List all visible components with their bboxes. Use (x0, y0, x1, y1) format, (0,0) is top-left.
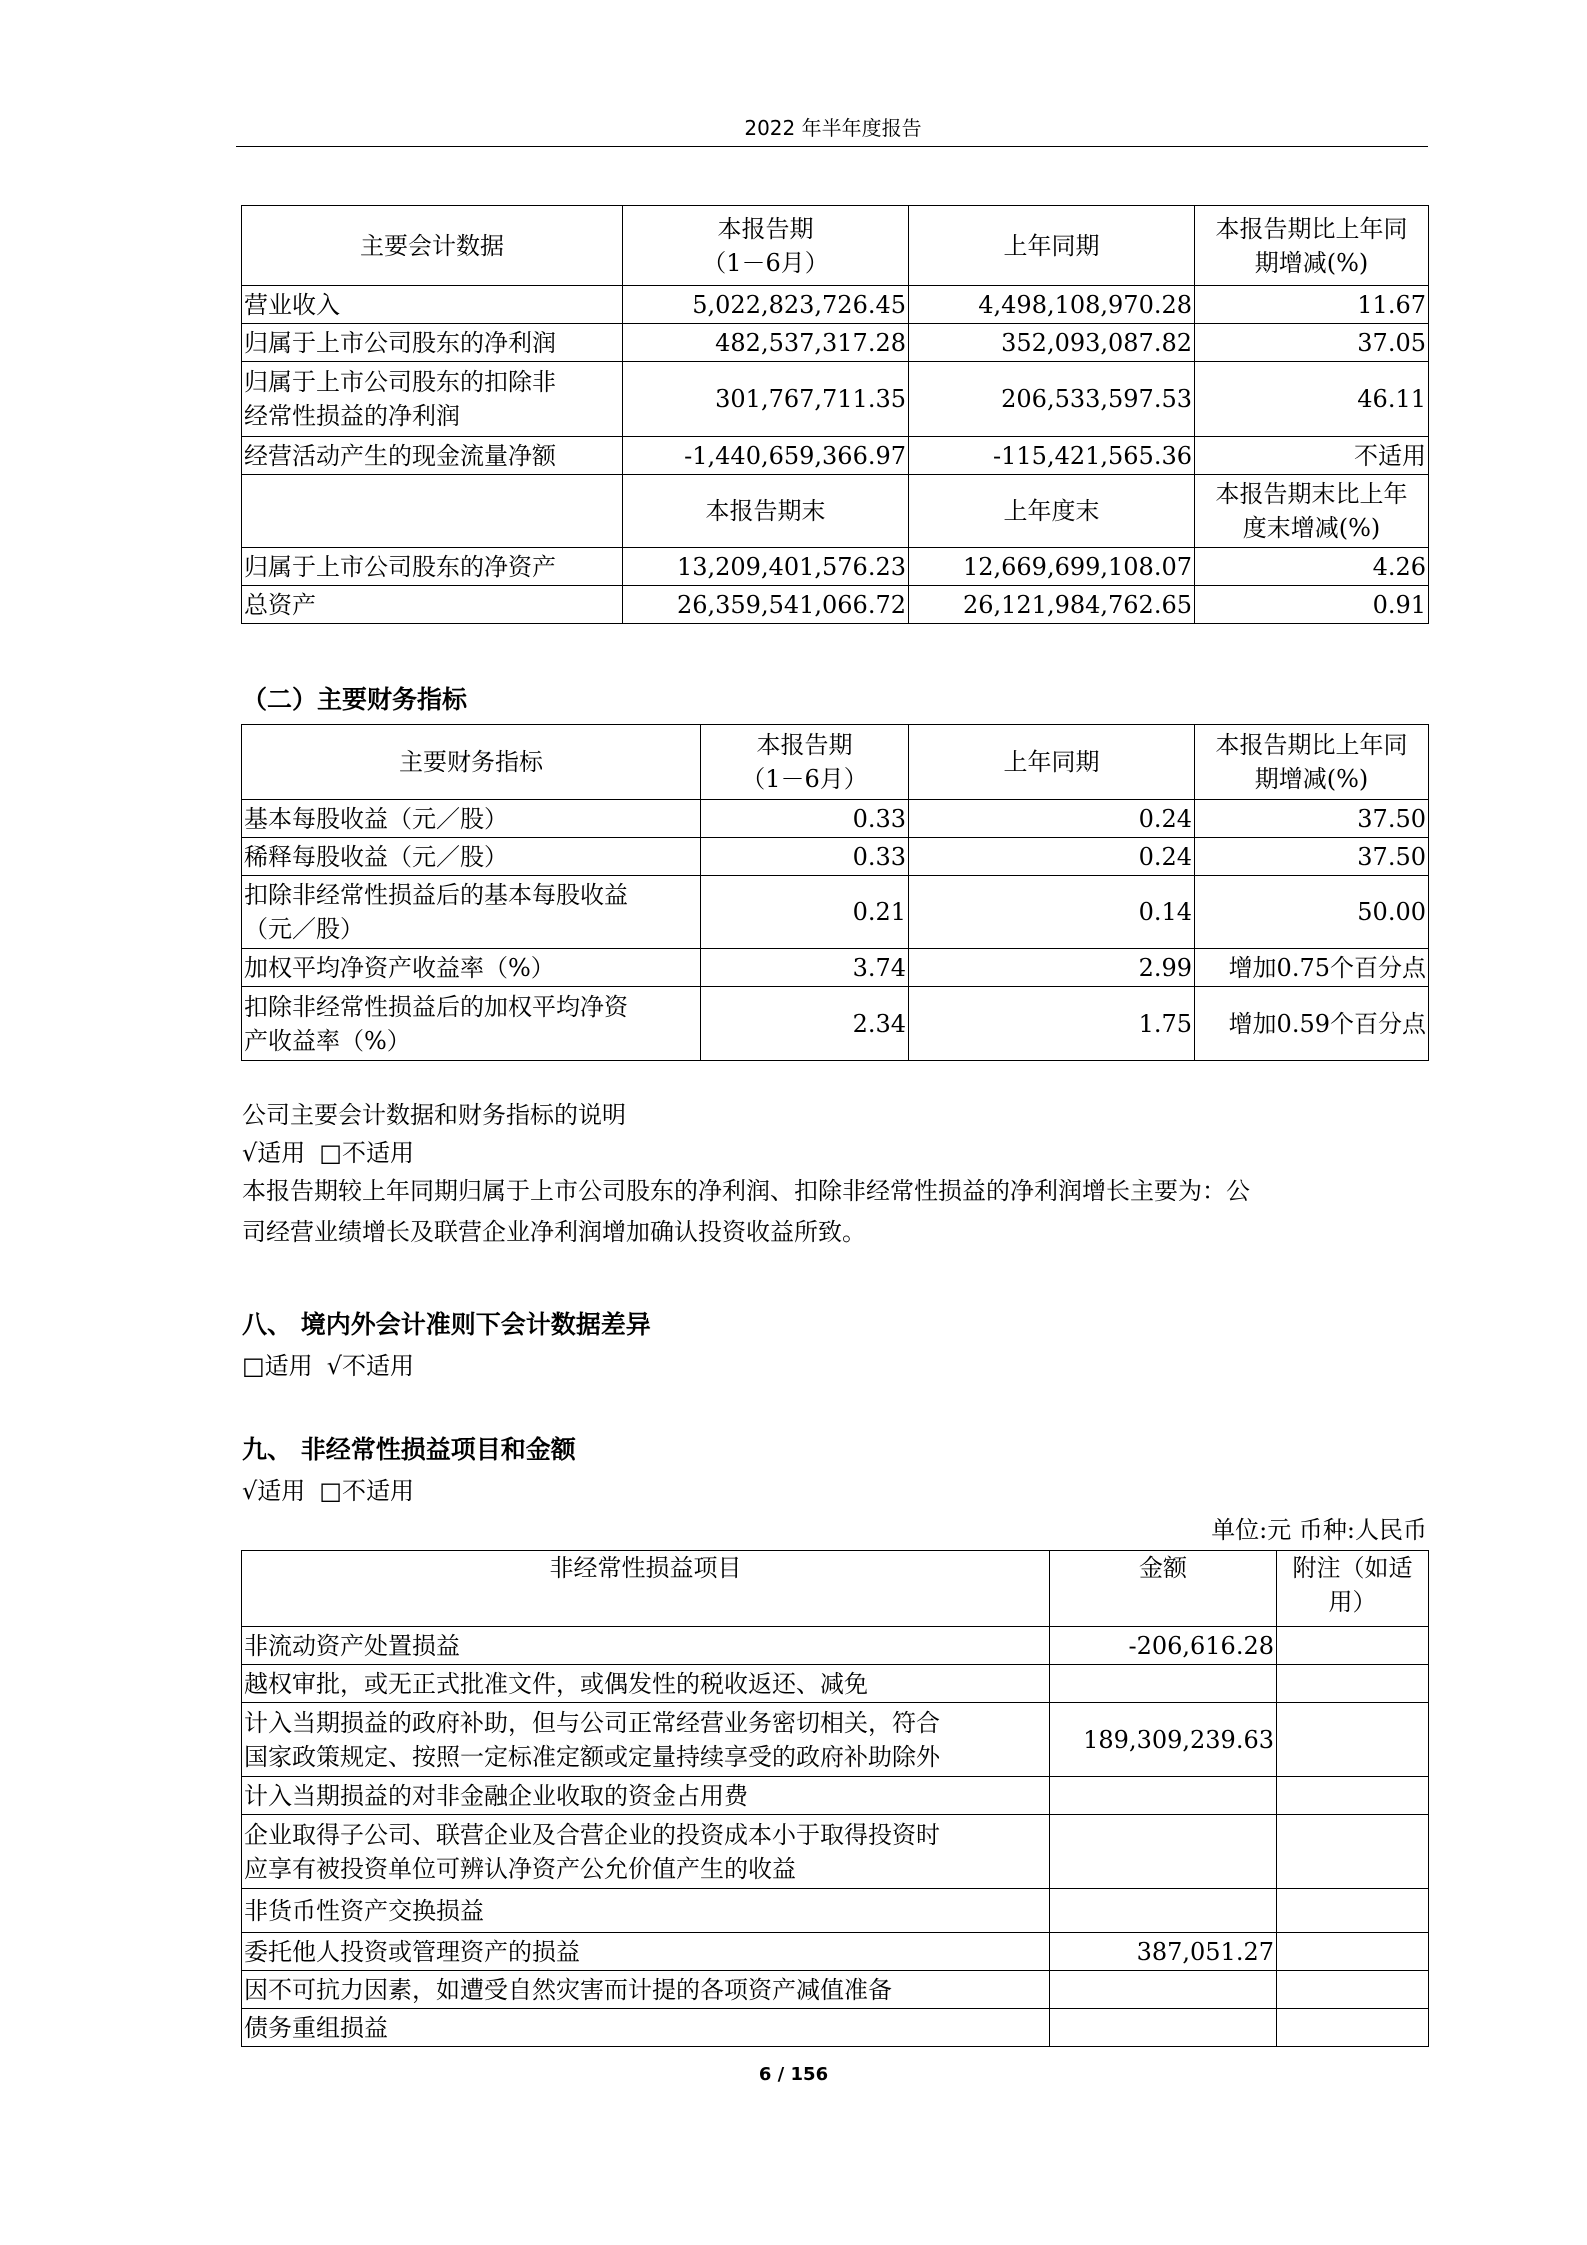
note-applicability (242, 1134, 414, 1172)
table-header-row (242, 725, 1429, 800)
table-row (242, 1703, 1429, 1777)
current-value: 5,022,823,726.45 (623, 286, 909, 324)
note-cell (1277, 1933, 1429, 1971)
header-rule (236, 146, 1428, 147)
col-header: 本报告期末 (623, 475, 909, 548)
amount-value (1050, 1777, 1277, 1815)
accounting-data-table (241, 205, 1429, 624)
table-row (242, 437, 1429, 475)
table-row (242, 1665, 1429, 1703)
prior-value: 0.14 (909, 876, 1195, 949)
note-line-2: 司经营业绩增长及联营企业净利润增加确认投资收益所致。 (242, 1218, 866, 1246)
row-label: 经营活动产生的现金流量净额 (242, 437, 623, 475)
empty-cell (242, 475, 623, 548)
amount-value (1050, 1815, 1277, 1889)
table-row (242, 800, 1429, 838)
prior-value: 0.24 (909, 800, 1195, 838)
note-cell (1277, 1777, 1429, 1815)
amount-value: -206,616.28 (1050, 1627, 1277, 1665)
item-label: 委托他人投资或管理资产的损益 (242, 1933, 1050, 1971)
col-header: 本报告期末比上年 度末增减(%) (1195, 475, 1429, 548)
row-label: 归属于上市公司股东的净资产 (242, 548, 623, 586)
table-row (242, 286, 1429, 324)
item-label: 计入当期损益的对非金融企业收取的资金占用费 (242, 1777, 1050, 1815)
table-header-row (242, 206, 1429, 286)
change-value: 增加0.75个百分点 (1195, 949, 1429, 987)
change-value: 11.67 (1195, 286, 1429, 324)
table-row (242, 1815, 1429, 1889)
current-value: 0.33 (701, 800, 909, 838)
row-label: 扣除非经常性损益后的基本每股收益 （元／股） (242, 876, 701, 949)
section-title-financial-indicators: （二）主要财务指标 (242, 685, 468, 714)
prior-value: 4,498,108,970.28 (909, 286, 1195, 324)
row-label: 总资产 (242, 586, 623, 624)
amount-value (1050, 1889, 1277, 1933)
prior-value: -115,421,565.36 (909, 437, 1195, 475)
amount-value (1050, 1971, 1277, 2009)
current-value: 301,767,711.35 (623, 362, 909, 437)
table-row (242, 586, 1429, 624)
page-header: 2022 年半年度报告 (744, 116, 922, 140)
table-row (242, 362, 1429, 437)
table-row (242, 324, 1429, 362)
col-header: 主要会计数据 (242, 206, 623, 286)
table-row (242, 1627, 1429, 1665)
row-label: 归属于上市公司股东的扣除非 经常性损益的净利润 (242, 362, 623, 437)
change-value: 37.50 (1195, 838, 1429, 876)
col-header: 上年同期 (909, 206, 1195, 286)
amount-value: 387,051.27 (1050, 1933, 1277, 1971)
item-label: 越权审批，或无正式批准文件，或偶发性的税收返还、减免 (242, 1665, 1050, 1703)
current-value: 482,537,317.28 (623, 324, 909, 362)
apply-checked: √适用 (242, 1139, 306, 1167)
change-value: 37.50 (1195, 800, 1429, 838)
table-header-row (242, 1551, 1429, 1627)
item-label: 非货币性资产交换损益 (242, 1889, 1050, 1933)
row-label: 归属于上市公司股东的净利润 (242, 324, 623, 362)
item-label: 计入当期损益的政府补助，但与公司正常经营业务密切相关，符合 国家政策规定、按照一定标准定额或定量持续享受的政府补助除外 (242, 1703, 1050, 1777)
table-row (242, 1933, 1429, 1971)
prior-value: 1.75 (909, 987, 1195, 1061)
note-cell (1277, 1815, 1429, 1889)
section8-applicability (242, 1347, 414, 1385)
col-header: 主要财务指标 (242, 725, 701, 800)
col-header: 本报告期比上年同 期增减(%) (1195, 725, 1429, 800)
col-header: 本报告期 （1－6月） (701, 725, 909, 800)
amount-value (1050, 2009, 1277, 2047)
note-line-1: 本报告期较上年同期归属于上市公司股东的净利润、扣除非经常性损益的净利润增长主要为：公 (242, 1177, 1250, 1205)
col-header: 本报告期比上年同 期增减(%) (1195, 206, 1429, 286)
table-row (242, 838, 1429, 876)
row-label: 营业收入 (242, 286, 623, 324)
col-header: 上年同期 (909, 725, 1195, 800)
item-label: 非流动资产处置损益 (242, 1627, 1050, 1665)
prior-value: 2.99 (909, 949, 1195, 987)
amount-value (1050, 1665, 1277, 1703)
note-cell (1277, 1703, 1429, 1777)
current-value: 0.33 (701, 838, 909, 876)
amount-value: 189,309,239.63 (1050, 1703, 1277, 1777)
col-header: 金额 (1050, 1551, 1277, 1627)
apply-checked: √适用 (242, 1477, 306, 1505)
current-value: -1,440,659,366.97 (623, 437, 909, 475)
unit-currency-label: 单位:元 币种:人民币 (1211, 1516, 1427, 1544)
table-row (242, 1889, 1429, 1933)
table-row (242, 1971, 1429, 2009)
not-apply-unchecked: □不适用 (319, 1477, 414, 1505)
table-row (242, 876, 1429, 949)
row-label: 基本每股收益（元／股） (242, 800, 701, 838)
note-title: 公司主要会计数据和财务指标的说明 (242, 1101, 626, 1129)
change-value: 0.91 (1195, 586, 1429, 624)
prior-value: 206,533,597.53 (909, 362, 1195, 437)
table-row (242, 1777, 1429, 1815)
prior-value: 12,669,699,108.07 (909, 548, 1195, 586)
note-cell (1277, 1627, 1429, 1665)
financial-indicators-table (241, 724, 1429, 1061)
non-recurring-items-table (241, 1550, 1429, 2047)
change-value: 50.00 (1195, 876, 1429, 949)
table-subheader-row (242, 475, 1429, 548)
item-label: 企业取得子公司、联营企业及合营企业的投资成本小于取得投资时 应享有被投资单位可辨认净资产公允价值产生的收益 (242, 1815, 1050, 1889)
prior-value: 26,121,984,762.65 (909, 586, 1195, 624)
page-number: 6 / 156 (758, 2064, 829, 2085)
table-row (242, 548, 1429, 586)
current-value: 0.21 (701, 876, 909, 949)
row-label: 扣除非经常性损益后的加权平均净资 产收益率（%） (242, 987, 701, 1061)
note-cell (1277, 1665, 1429, 1703)
change-value: 增加0.59个百分点 (1195, 987, 1429, 1061)
current-value: 13,209,401,576.23 (623, 548, 909, 586)
current-value: 2.34 (701, 987, 909, 1061)
prior-value: 0.24 (909, 838, 1195, 876)
current-value: 26,359,541,066.72 (623, 586, 909, 624)
change-value: 不适用 (1195, 437, 1429, 475)
change-value: 46.11 (1195, 362, 1429, 437)
table-row (242, 949, 1429, 987)
change-value: 37.05 (1195, 324, 1429, 362)
section-title-non-recurring: 九、 非经常性损益项目和金额 (242, 1435, 576, 1464)
prior-value: 352,093,087.82 (909, 324, 1195, 362)
note-cell (1277, 1889, 1429, 1933)
col-header: 附注（如适 用） (1277, 1551, 1429, 1627)
section9-applicability (242, 1472, 414, 1510)
col-header: 非经常性损益项目 (242, 1551, 1050, 1627)
current-value: 3.74 (701, 949, 909, 987)
note-cell (1277, 1971, 1429, 2009)
table-row (242, 987, 1429, 1061)
row-label: 加权平均净资产收益率（%） (242, 949, 701, 987)
change-value: 4.26 (1195, 548, 1429, 586)
item-label: 债务重组损益 (242, 2009, 1050, 2047)
not-apply-checked: √不适用 (326, 1352, 414, 1380)
not-apply-unchecked: □不适用 (319, 1139, 414, 1167)
note-cell (1277, 2009, 1429, 2047)
apply-unchecked: □适用 (242, 1352, 313, 1380)
table-row (242, 2009, 1429, 2047)
section-title-gaap-difference: 八、 境内外会计准则下会计数据差异 (242, 1310, 651, 1339)
col-header: 上年度末 (909, 475, 1195, 548)
col-header: 本报告期 （1－6月） (623, 206, 909, 286)
item-label: 因不可抗力因素，如遭受自然灾害而计提的各项资产减值准备 (242, 1971, 1050, 2009)
row-label: 稀释每股收益（元／股） (242, 838, 701, 876)
